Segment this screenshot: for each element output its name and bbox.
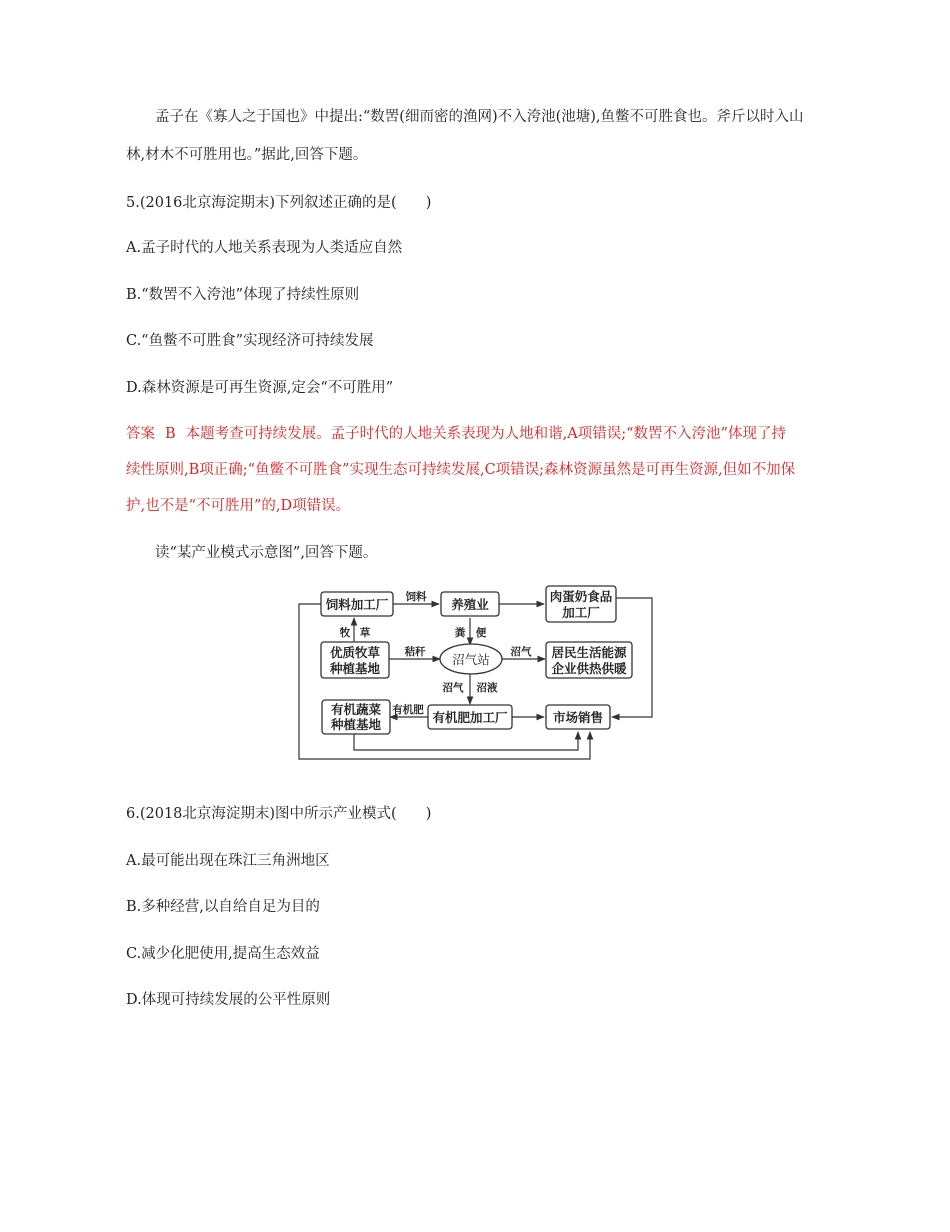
label-feed: 饲料 bbox=[405, 591, 427, 603]
answer-label: 答案 bbox=[126, 426, 155, 442]
label-residue-2: 沼液 bbox=[476, 682, 498, 694]
label-residue-1: 沼气 bbox=[442, 682, 464, 694]
text-breeding: 养殖业 bbox=[451, 597, 489, 612]
question-5-option-d: D.森林资源是可再生资源,定会“不可胜用” bbox=[126, 380, 394, 396]
label-biogas: 沼气 bbox=[510, 646, 532, 658]
question-6-option-b: B.多种经营,以自给自足为目的 bbox=[126, 899, 320, 915]
label-forage-2: 草 bbox=[359, 627, 371, 639]
text-grass-base-2: 种植基地 bbox=[329, 661, 381, 676]
text-feed-factory: 饲料加工厂 bbox=[325, 597, 389, 612]
arrow-vegetable-to-market bbox=[354, 732, 578, 750]
text-resident-energy-2: 企业供热供暖 bbox=[551, 661, 627, 676]
answer-explanation-1: 本题考查可持续发展。孟子时代的人地关系表现为人地和谐,A项错误;“数罟不入洿池”体现了持 bbox=[185, 426, 786, 442]
question-6-option-c: C.减少化肥使用,提高生态效益 bbox=[126, 946, 320, 962]
question-5-stem: 5.(2016北京海淀期末)下列叙述正确的是( ) bbox=[126, 195, 432, 211]
label-organic-fertilizer: 有机肥 bbox=[392, 704, 424, 716]
passage-line-2: 林,材木不可胜用也。”据此,回答下题。 bbox=[126, 147, 368, 163]
label-manure-2: 便 bbox=[475, 627, 487, 639]
text-vegetable-base-1: 有机蔬菜 bbox=[330, 702, 382, 717]
question-5-option-a: A.孟子时代的人地关系表现为人类适应自然 bbox=[126, 240, 403, 256]
answer-5-line-3: 护,也不是“不可胜用”的,D项错误。 bbox=[126, 498, 351, 514]
label-straw: 秸秆 bbox=[404, 646, 426, 658]
text-meat-factory-2: 加工厂 bbox=[562, 605, 600, 620]
passage-line-1: 孟子在《寡人之于国也》中提出:“数罟(细而密的渔网)不入洿池(池塘),鱼鳖不可胜食也。斧斤以时入山 bbox=[155, 109, 804, 125]
question-5-option-c: C.“鱼鳖不可胜食”实现经济可持续发展 bbox=[126, 333, 374, 349]
label-manure-1: 粪 bbox=[454, 627, 466, 639]
question-5-option-b: B.“数罟不入洿池”体现了持续性原则 bbox=[126, 287, 360, 303]
text-fertilizer-factory: 有机肥加工厂 bbox=[432, 710, 508, 725]
text-biogas-station: 沼气站 bbox=[452, 652, 490, 667]
text-vegetable-base-2: 种植基地 bbox=[330, 717, 382, 732]
answer-choice: B bbox=[165, 426, 176, 442]
answer-5-line-2: 续性原则,B项正确;“鱼鳖不可胜食”实现生态可持续发展,C项错误;森林资源虽然是可再生资源,但如不加保 bbox=[126, 462, 796, 478]
diagram-intro: 读“某产业模式示意图”,回答下题。 bbox=[155, 545, 378, 561]
text-meat-factory-1: 肉蛋奶食品 bbox=[549, 589, 613, 604]
question-6-option-a: A.最可能出现在珠江三角洲地区 bbox=[126, 853, 330, 869]
question-6-stem: 6.(2018北京海淀期末)图中所示产业模式( ) bbox=[126, 806, 432, 822]
text-resident-energy-1: 居民生活能源 bbox=[551, 645, 627, 660]
label-forage-1: 牧 bbox=[339, 627, 351, 639]
question-6-option-d: D.体现可持续发展的公平性原则 bbox=[126, 992, 331, 1008]
text-market: 市场销售 bbox=[552, 710, 604, 725]
text-grass-base-1: 优质牧草 bbox=[329, 645, 381, 660]
